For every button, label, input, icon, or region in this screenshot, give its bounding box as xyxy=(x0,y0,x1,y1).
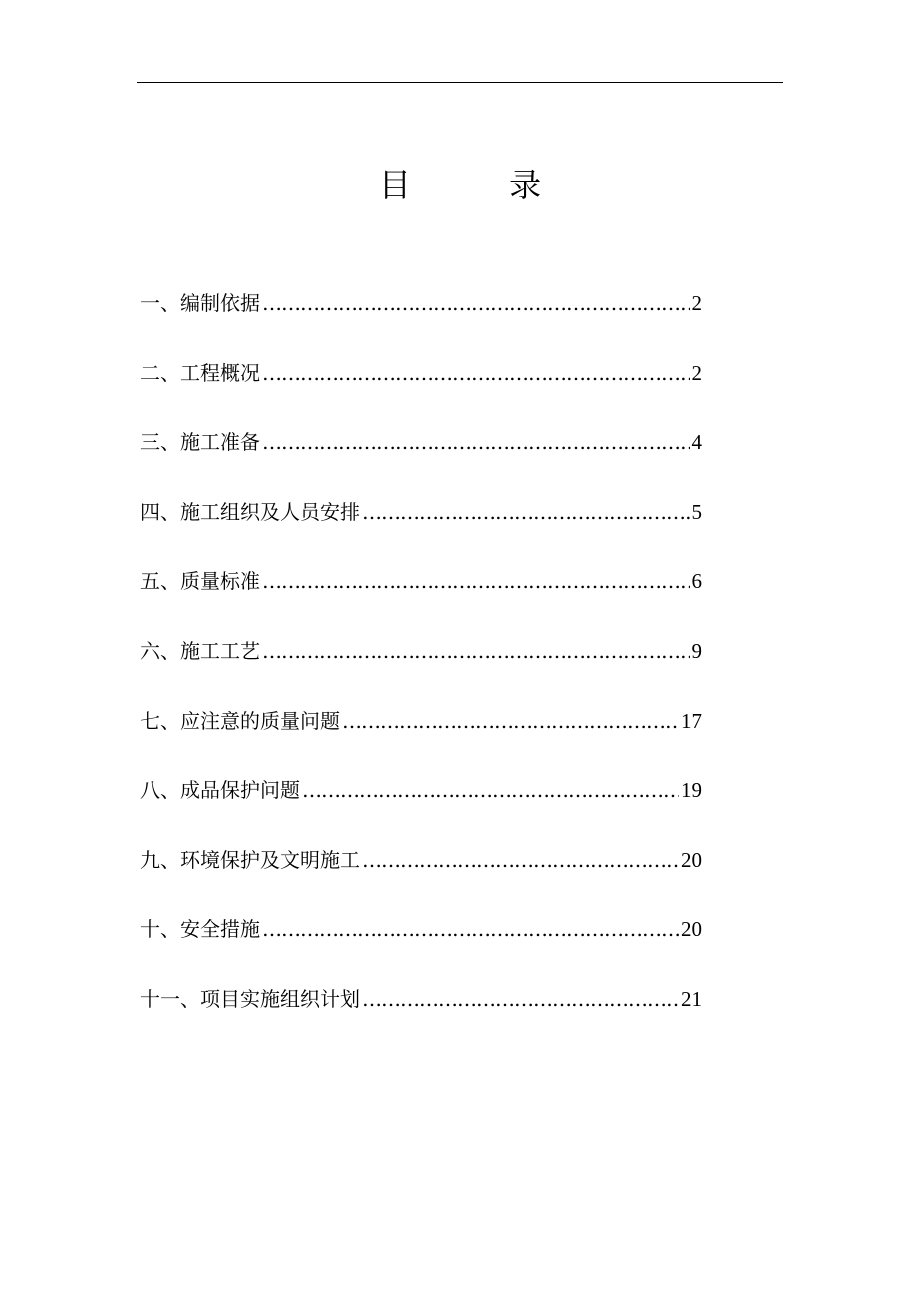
toc-entry-label: 一、编制依据 xyxy=(140,291,260,315)
toc-page-number: 6 xyxy=(691,569,702,594)
toc-entry-label: 九、环境保护及文明施工 xyxy=(140,847,360,872)
toc-entry-label: 六、施工工艺 xyxy=(140,638,260,663)
toc-entry[interactable] xyxy=(140,701,702,771)
header-rule xyxy=(137,82,783,83)
toc-entry-label: 十一、项目实施组织计划 xyxy=(140,986,360,1011)
toc-dot-leader xyxy=(262,422,690,462)
toc-entry-label: 五、质量标准 xyxy=(140,569,260,594)
page-title: 目 录 xyxy=(378,166,586,204)
toc-page-number: 5 xyxy=(691,499,702,524)
toc-page-number: 17 xyxy=(681,708,702,733)
toc-page-number: 19 xyxy=(681,778,702,803)
toc-dot-leader xyxy=(262,353,690,393)
toc-entry-label: 二、工程概况 xyxy=(140,360,260,385)
toc-dot-leader xyxy=(362,840,679,880)
toc-page-number: 20 xyxy=(681,847,702,872)
toc-entry-label: 七、应注意的质量问题 xyxy=(140,708,340,733)
toc-entry-label: 八、成品保护问题 xyxy=(140,778,300,803)
table-of-contents xyxy=(140,283,702,1049)
toc-entry[interactable] xyxy=(140,631,702,701)
toc-dot-leader xyxy=(262,283,690,323)
toc-page-number: 21 xyxy=(681,986,702,1011)
toc-entry[interactable] xyxy=(140,770,702,840)
toc-dot-leader xyxy=(342,701,679,741)
toc-page-number: 20 xyxy=(681,917,702,942)
toc-dot-leader xyxy=(362,979,679,1019)
toc-dot-leader xyxy=(262,909,679,949)
toc-page-number: 9 xyxy=(691,638,702,663)
toc-entry[interactable] xyxy=(140,283,702,353)
toc-dot-leader xyxy=(262,631,690,671)
toc-dot-leader xyxy=(362,492,690,532)
toc-entry[interactable] xyxy=(140,492,702,562)
toc-page-number: 2 xyxy=(691,291,702,315)
toc-dot-leader xyxy=(262,561,690,601)
toc-entry[interactable] xyxy=(140,353,702,423)
toc-entry-label: 三、施工准备 xyxy=(140,430,260,455)
toc-entry[interactable] xyxy=(140,909,702,979)
toc-entry[interactable] xyxy=(140,840,702,910)
toc-entry-label: 四、施工组织及人员安排 xyxy=(140,499,360,524)
toc-dot-leader xyxy=(302,770,679,810)
toc-page-number: 4 xyxy=(691,430,702,455)
toc-entry[interactable] xyxy=(140,561,702,631)
toc-page-number: 2 xyxy=(691,360,702,385)
toc-entry[interactable] xyxy=(140,979,702,1049)
toc-entry-label: 十、安全措施 xyxy=(140,917,260,942)
toc-entry[interactable] xyxy=(140,422,702,492)
